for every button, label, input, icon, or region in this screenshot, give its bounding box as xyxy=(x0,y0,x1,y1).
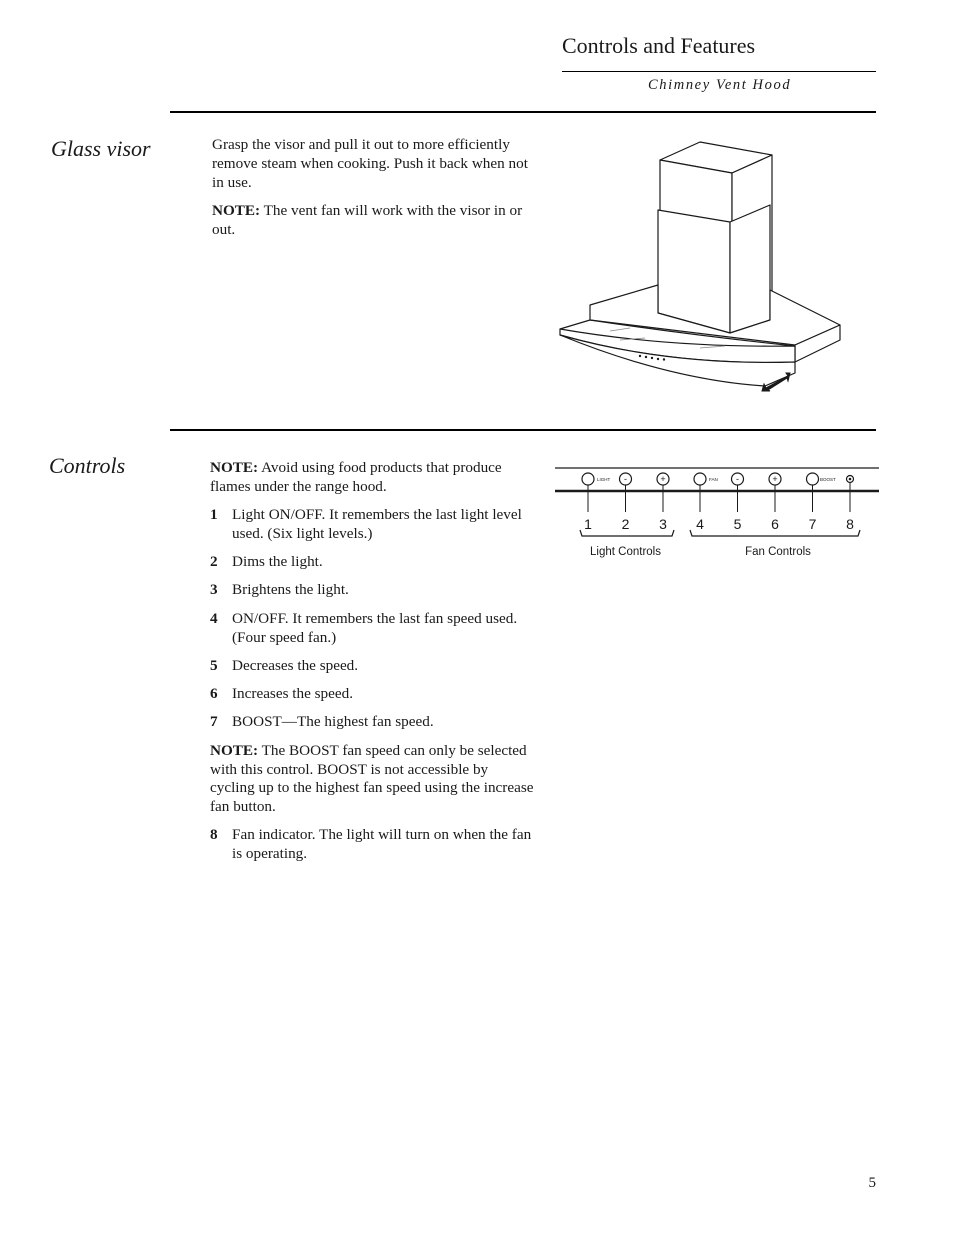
control-item-5 xyxy=(210,657,535,676)
glass-visor-body xyxy=(212,136,542,249)
note-label: NOTE: xyxy=(212,201,261,219)
note-text: Avoid using food products that produce flames under the range hood. xyxy=(210,459,502,495)
item-text: Fan indicator. The light will turn on when the fan is operating. xyxy=(232,826,532,863)
item-text: Increases the speed. xyxy=(232,685,354,703)
item-number: 6 xyxy=(210,685,218,703)
page-header-title: Controls and Features xyxy=(562,33,756,58)
fan-controls-label: Fan Controls xyxy=(745,546,811,558)
note-label: NOTE: xyxy=(210,459,259,476)
glass-visor-paragraph: Grasp the visor and pull it out to more efficiently remove steam when cooking. Push it back when not in use. xyxy=(212,136,528,191)
item-number: 3 xyxy=(210,581,218,599)
item-number: 4 xyxy=(210,609,218,627)
fan-button-circle xyxy=(694,473,706,485)
controls-body xyxy=(210,459,535,874)
page-number: 5 xyxy=(868,1175,876,1191)
item-text: BOOST—The highest fan speed. xyxy=(232,713,434,731)
controls-boost-note xyxy=(210,742,535,817)
control-item-4 xyxy=(210,610,535,648)
panel-label-boost: BOOST xyxy=(820,477,836,482)
control-item-8 xyxy=(210,826,535,864)
item-number: 5 xyxy=(210,656,218,674)
callout-1: 1 xyxy=(584,516,592,532)
light-controls-label: Light Controls xyxy=(590,546,661,558)
callout-2: 2 xyxy=(621,516,630,532)
item-text: Brightens the light. xyxy=(232,581,349,599)
page-header-subtitle: Chimney Vent Hood xyxy=(648,77,792,93)
callout-4: 4 xyxy=(696,516,704,532)
control-item-3 xyxy=(210,581,535,600)
item-text: Light ON/OFF. It remembers the last light level used. (Six light levels.) xyxy=(232,506,522,542)
callout-8: 8 xyxy=(846,516,854,532)
glass-visor-note xyxy=(212,202,542,240)
minus-symbol: - xyxy=(624,474,627,484)
fan-indicator-dot xyxy=(849,478,852,481)
item-text: Dims the light. xyxy=(232,553,323,571)
minus-symbol: - xyxy=(736,474,739,484)
boost-button-circle xyxy=(807,473,819,485)
control-item-6 xyxy=(210,685,535,704)
control-panel-diagram xyxy=(552,464,882,564)
chimney-hood-illustration xyxy=(550,135,850,400)
control-item-7 xyxy=(210,713,535,732)
note-label: NOTE: xyxy=(210,741,259,759)
controls-intro-note xyxy=(210,459,535,497)
note-text: The vent fan will work with the visor in or out. xyxy=(212,201,523,238)
plus-symbol: + xyxy=(772,474,778,484)
callout-3: 3 xyxy=(659,516,667,532)
callout-5: 5 xyxy=(733,516,742,532)
panel-label-light: LIGHT xyxy=(597,477,611,482)
control-item-1 xyxy=(210,506,535,544)
section-divider-middle xyxy=(170,429,876,431)
header-rule xyxy=(562,71,876,72)
note-text: The BOOST fan speed can only be selected with this control. BOOST is not accessible by cycling up to the highest fan speed using the increase fan button. xyxy=(210,741,534,816)
callout-6: 6 xyxy=(771,516,779,532)
section-divider-top xyxy=(170,111,876,113)
plus-symbol: + xyxy=(660,474,666,484)
controls-heading: Controls xyxy=(49,453,126,478)
item-number: 1 xyxy=(210,506,218,524)
panel-label-fan: FAN xyxy=(709,477,718,482)
item-text: Decreases the speed. xyxy=(232,656,359,674)
light-button-circle xyxy=(582,473,594,485)
glass-visor-heading: Glass visor xyxy=(51,136,151,161)
item-number: 2 xyxy=(210,553,218,571)
control-item-2 xyxy=(210,553,535,572)
item-text: ON/OFF. It remembers the last fan speed used. (Four speed fan.) xyxy=(232,609,518,646)
item-number: 7 xyxy=(210,713,218,731)
item-number: 8 xyxy=(210,826,218,844)
callout-7: 7 xyxy=(808,516,817,532)
